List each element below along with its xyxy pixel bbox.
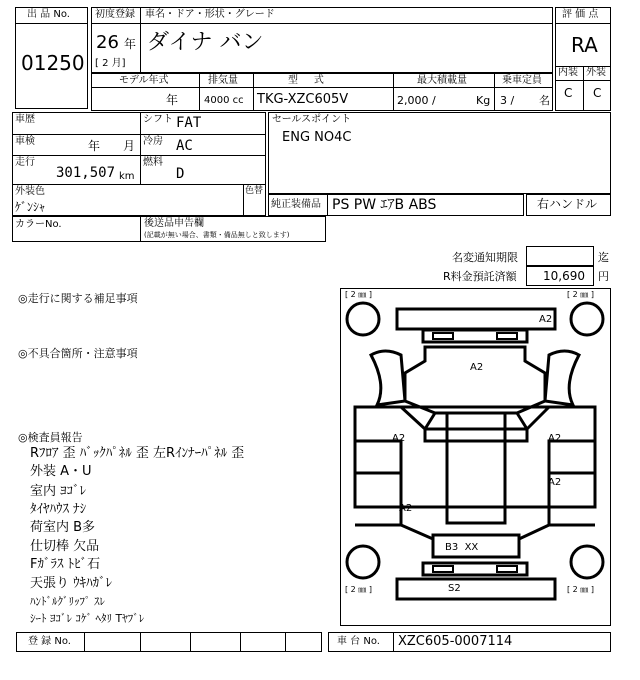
inspection-label: 車検	[15, 136, 35, 147]
rear-window	[423, 563, 527, 575]
first-reg-month: [ 2 月]	[95, 58, 126, 69]
body-color-label: 外装色	[15, 186, 45, 197]
car-name: ダイナ バン	[147, 30, 264, 55]
equipment: PS PW ｴｱB ABS	[332, 197, 437, 213]
car-desc-label: 車名・ドア・形状・グレード	[145, 9, 275, 20]
steering: 右ハンドル	[537, 197, 598, 211]
remark-line: 外装 A・U	[30, 464, 92, 479]
recycle-unit: 円	[598, 270, 609, 283]
front-grille	[423, 330, 527, 342]
tire-depth-br: [ 2 ㎜ ]	[567, 585, 594, 594]
wheel-front-right	[571, 303, 603, 335]
mileage: 301,507	[56, 165, 116, 181]
damage-mark: S2	[448, 583, 461, 594]
remark-line: 室内 ﾖｺﾞﾚ	[30, 484, 87, 499]
exterior-grade: C	[593, 86, 602, 100]
year-unit: 年	[124, 37, 137, 51]
capacity: 3 /	[500, 94, 515, 107]
damage-mark: A2	[392, 433, 406, 444]
left-front-fender	[371, 351, 405, 405]
displacement: 4000 cc	[204, 95, 244, 106]
mileage-unit: km	[119, 171, 135, 182]
sales-point-label: セールスポイント	[272, 114, 352, 125]
title-deadline-label: 名変通知期限	[452, 251, 518, 264]
capacity-label: 乗車定員	[502, 75, 542, 86]
max-load-unit: Kg	[476, 94, 491, 107]
damage-mark: B3 XX	[445, 542, 479, 553]
damage-diagram	[340, 288, 611, 626]
title-deadline-unit: 迄	[598, 251, 609, 264]
remark-line: 天張り ｳｷﾊｶﾞﾚ	[30, 576, 113, 591]
fuel-label: 燃料	[143, 157, 163, 168]
lot-number: 01250	[21, 51, 85, 75]
damage-mark: A2	[470, 362, 484, 373]
max-load-label: 最大積載量	[417, 75, 467, 86]
title-deadline-box	[526, 246, 594, 266]
body-outline	[355, 407, 595, 507]
remark-line: ﾀｲﾔﾊｳｽ ﾅｼ	[30, 502, 87, 517]
aftermarket-label: 後送品申告欄	[144, 218, 204, 229]
color-change-label: 色替	[245, 186, 264, 196]
recycle-label: R料金預託済額	[443, 270, 517, 283]
exterior-label: 外装	[586, 67, 606, 78]
model-code-label: 型 式	[288, 75, 324, 86]
wheel-rear-right	[571, 546, 603, 578]
defects-heading: ◎不具合箇所・注意事項	[18, 347, 138, 360]
inspection-month-unit: 月	[123, 139, 136, 153]
tire-depth-tl: [ 2 ㎜ ]	[345, 290, 372, 299]
remark-line: Fｶﾞﾗｽ ﾄﾋﾞ石	[30, 557, 101, 572]
chassis-label: 車 台 No.	[337, 636, 380, 647]
damage-mark: A2	[548, 477, 562, 488]
equipment-label: 純正装備品	[271, 199, 321, 210]
first-reg-year: 26	[96, 32, 119, 53]
score: RA	[571, 33, 598, 57]
model-year-unit: 年	[166, 93, 179, 107]
color-no-label: カラーNo.	[15, 219, 62, 230]
interior-label: 内装	[558, 67, 578, 78]
body-color: ｹﾞﾝｼｬ	[15, 200, 46, 214]
chassis-no: XZC605-0007114	[398, 634, 513, 649]
front-bumper	[397, 309, 555, 329]
driving-heading: ◎走行に関する補足事項	[18, 292, 138, 305]
remark-line: Rﾌﾛｱ 歪 ﾊﾞｯｸﾊﾟﾈﾙ 歪 左Rｲﾝﾅｰﾊﾟﾈﾙ 歪	[30, 446, 245, 461]
tire-depth-bl: [ 2 ㎜ ]	[345, 585, 372, 594]
ac: AC	[176, 138, 193, 154]
damage-mark: A2	[399, 503, 413, 514]
tire-depth-tr: [ 2 ㎜ ]	[567, 290, 594, 299]
inspection-year-unit: 年	[88, 139, 101, 153]
max-load: 2,000 /	[397, 94, 436, 107]
remark-line: 荷室内 B多	[30, 520, 96, 535]
fuel: D	[176, 166, 185, 182]
wheel-rear-left	[347, 546, 379, 578]
remark-line: ﾊﾝﾄﾞﾙｸﾞﾘｯﾌﾟ ｽﾚ	[30, 595, 105, 608]
shift-label: シフト	[143, 114, 173, 125]
damage-mark: A2	[539, 314, 553, 325]
shift: FAT	[176, 115, 202, 131]
mileage-label: 走行	[15, 157, 35, 168]
hood	[405, 347, 545, 413]
lot-number-label: 出 品 No.	[27, 9, 70, 20]
remark-line: ｼｰﾄ ﾖｺﾞﾚ ｺｹﾞ ﾍﾀﾘ Tﾔﾌﾞﾚ	[30, 612, 145, 625]
model-year-label: モデル年式	[119, 75, 169, 86]
reg-no-label: 登 録 No.	[28, 636, 71, 647]
rear-bumper	[397, 579, 555, 599]
ac-label: 冷房	[143, 136, 163, 147]
right-front-fender	[545, 351, 579, 405]
details-block	[12, 112, 266, 216]
windshield	[425, 429, 527, 441]
remark-line: 仕切棒 欠品	[30, 539, 100, 554]
vehicle-outline	[341, 289, 610, 625]
inspector-heading: ◎検査員報告	[18, 431, 83, 444]
history-label: 車歴	[15, 114, 35, 125]
interior-grade: C	[564, 86, 573, 100]
damage-mark: A2	[548, 433, 562, 444]
recycle-amount: 10,690	[543, 269, 585, 283]
model-code: TKG-XZC605V	[257, 92, 349, 107]
wheel-front-left	[347, 303, 379, 335]
aftermarket-note: (記載が無い場合、書類・備品無しと致します)	[144, 231, 290, 239]
displacement-label: 排気量	[208, 75, 238, 86]
capacity-unit: 名	[539, 94, 550, 107]
first-reg-label: 初度登録	[95, 9, 135, 20]
sales-point: ENG NO4C	[282, 130, 352, 145]
score-label: 評 価 点	[562, 9, 599, 20]
